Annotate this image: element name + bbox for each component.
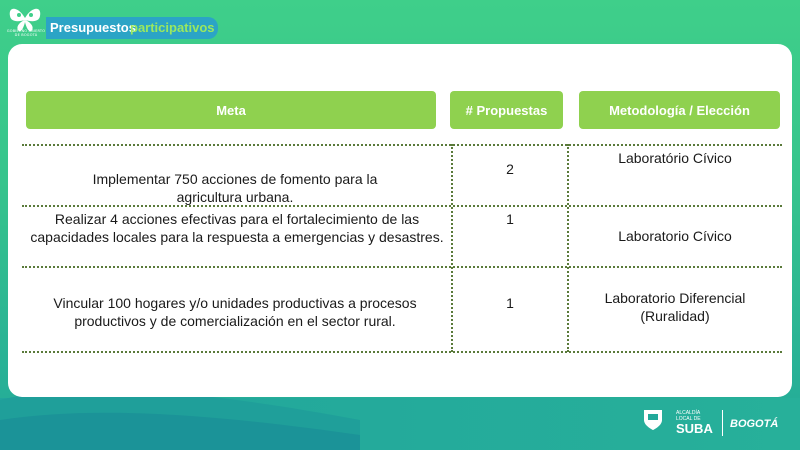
row-divider — [22, 144, 782, 146]
cell-text: Implementar 750 acciones de fomento para la — [92, 171, 378, 187]
table-cell-meta — [24, 210, 450, 246]
suba-label: SUBA — [676, 421, 713, 436]
row-divider — [22, 351, 782, 353]
alcaldia-label: ALCALDÍA LOCAL DE — [676, 410, 701, 422]
column-header-meta: Meta — [26, 91, 436, 129]
cell-text: Vincular 100 hogares y/o unidades productivas a procesos — [53, 295, 417, 311]
cell-text: Laboratorio Diferencial — [604, 290, 746, 306]
cell-text: capacidades locales para la respuesta a emergencias y desastres. — [30, 229, 444, 245]
logo-separator — [722, 410, 723, 436]
table-cell-propuestas: 1 — [506, 211, 514, 227]
table-cell-metodologia — [570, 227, 780, 245]
coat-of-arms-icon — [642, 408, 664, 432]
footer-logos — [640, 408, 790, 442]
title-part-2: participativos — [130, 20, 215, 35]
table-cell-meta — [30, 294, 440, 330]
cell-text: agricultura urbana. — [176, 189, 294, 205]
cell-text: Laboratorio Cívico — [618, 228, 732, 244]
row-divider — [22, 266, 782, 268]
table-cell-metodologia — [570, 289, 780, 325]
logo-caption: GOBIERNO ABIERTO DE BOGOTÁ — [6, 29, 46, 37]
cell-text: productivos y de comercialización en el sector rural. — [74, 313, 396, 329]
table-cell-propuestas: 2 — [506, 161, 514, 177]
table-cell-metodologia — [570, 149, 780, 167]
cell-text: (Ruralidad) — [640, 308, 710, 324]
column-header-metodologia: Metodología / Elección — [579, 91, 780, 129]
cell-text: Laboratório Cívico — [618, 150, 732, 166]
page-title — [46, 17, 218, 39]
table-cell-meta — [30, 170, 440, 206]
cell-text: Realizar 4 acciones efectivas para el fortalecimiento de las — [54, 211, 420, 227]
column-header-propuestas: # Propuestas — [450, 91, 563, 129]
column-divider — [451, 144, 453, 352]
title-part-1: Presupuestos — [50, 20, 136, 35]
table-cell-propuestas: 1 — [506, 295, 514, 311]
column-divider — [567, 144, 569, 352]
top-bar — [0, 0, 800, 42]
bogota-logo: BOGOTÁ — [730, 418, 779, 430]
